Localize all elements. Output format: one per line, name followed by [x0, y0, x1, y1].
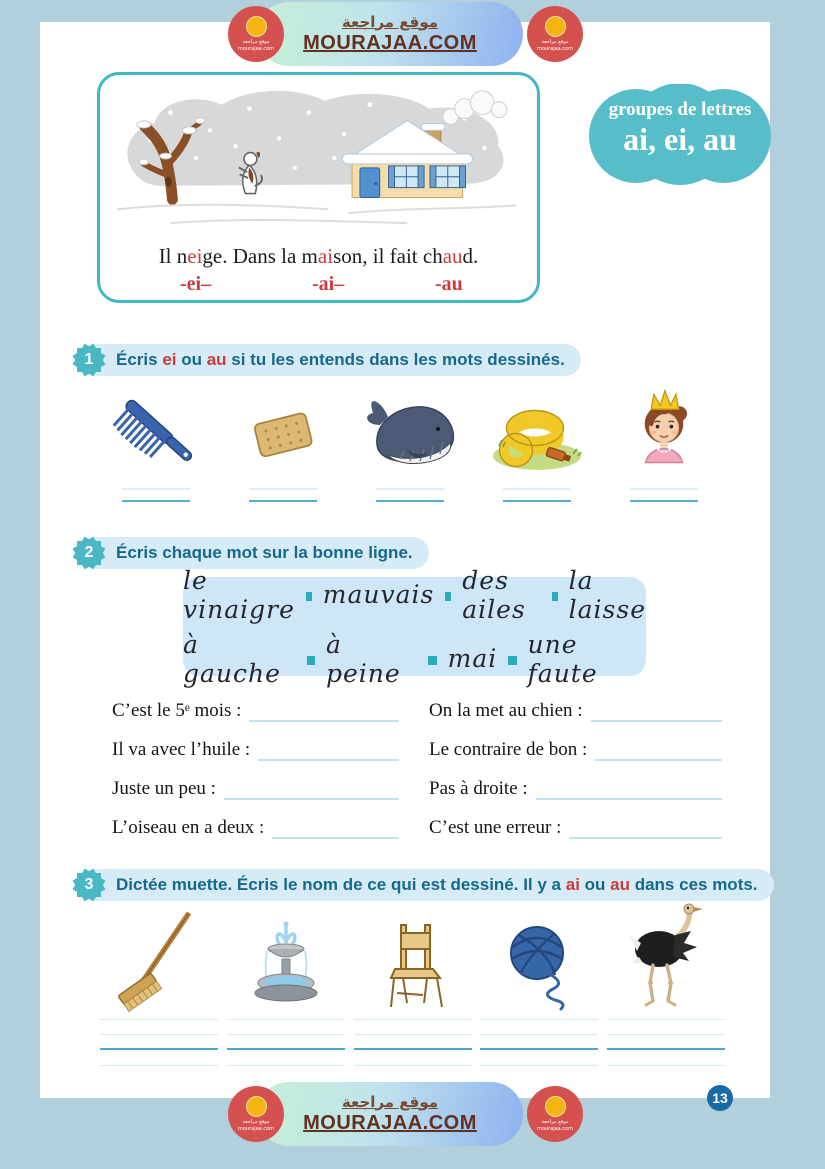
fill-in-row — [429, 739, 722, 761]
sound-label-au: -au — [435, 273, 463, 295]
prompt-label: Le contraire de bon : — [429, 739, 588, 760]
exercise3-header — [76, 869, 774, 901]
comb-image — [100, 383, 212, 485]
ball-of-yarn-image — [480, 901, 598, 1015]
logo-small-text: موقع مراجعة mourajaa.com — [237, 1119, 274, 1132]
header-brand-banner — [257, 2, 523, 66]
exercise3-pictures-row — [100, 901, 725, 1015]
writing-area[interactable] — [100, 1019, 218, 1066]
exercise3-writing-areas — [100, 1019, 725, 1066]
writing-area[interactable] — [480, 1019, 598, 1066]
footer-brand-banner — [257, 1082, 523, 1146]
logo-sun-icon — [545, 1096, 566, 1117]
site-logo-icon — [527, 6, 583, 62]
prompt-label: Juste un peu : — [112, 778, 216, 799]
lesson-subtitle: groupes de lettres — [608, 99, 752, 120]
fill-in-row — [429, 700, 722, 722]
word-separator-square-icon — [445, 592, 451, 601]
exercise2-header — [76, 537, 429, 569]
site-logo-icon — [228, 1086, 284, 1142]
sound-labels — [100, 273, 537, 297]
fill-in-row — [112, 700, 399, 722]
writing-area[interactable] — [354, 1019, 472, 1066]
exercise1-answer-lines — [100, 488, 720, 502]
logo-sun-icon — [246, 16, 267, 37]
answer-line[interactable] — [608, 488, 720, 502]
sound-label-ai: -ai– — [312, 273, 345, 295]
logo-small-text: موقع مراجعة mourajaa.com — [536, 39, 573, 52]
broom-image — [100, 901, 218, 1015]
answer-line[interactable] — [258, 741, 399, 761]
lesson-title-badge — [588, 84, 772, 187]
answer-line[interactable] — [569, 819, 722, 839]
garden-hose-image — [481, 383, 593, 485]
logo-sun-icon — [246, 1096, 267, 1117]
exercise3-instruction: Dictée muette. Écris le nom de ce qui est dessiné. Il y a ai ou au dans ces mots. — [84, 869, 774, 901]
site-domain-link[interactable]: MOURAJAA.COM — [303, 31, 477, 54]
exercise1-instruction: Écris ei ou au si tu les entends dans les mots dessinés. — [84, 344, 581, 376]
prompt-label: C’est une erreur : — [429, 817, 562, 838]
fill-in-row — [112, 739, 399, 761]
answer-line[interactable] — [481, 488, 593, 502]
answer-line[interactable] — [591, 702, 722, 722]
writing-area[interactable] — [607, 1019, 725, 1066]
answer-line[interactable] — [536, 780, 722, 800]
word-separator-square-icon — [307, 656, 315, 665]
exercise1-pictures-row — [100, 383, 720, 485]
lesson-intro-box — [97, 72, 540, 303]
lesson-title: ai, ei, au — [623, 121, 737, 157]
exercise2-number-badge: 2 — [72, 536, 106, 570]
word-bank-line: à gauche à peine mai une faute — [183, 629, 598, 688]
fill-in-row — [112, 817, 399, 839]
word-bank-box — [183, 565, 646, 688]
logo-small-text: موقع مراجعة mourajaa.com — [536, 1119, 573, 1132]
fill-in-row — [112, 778, 399, 800]
chair-image — [354, 901, 472, 1015]
site-logo-icon — [228, 6, 284, 62]
exercise2-instruction: Écris chaque mot sur la bonne ligne. — [84, 537, 429, 569]
exercise3-number-badge: 3 — [72, 868, 106, 902]
answer-line[interactable] — [227, 488, 339, 502]
prompt-label: On la met au chien : — [429, 700, 583, 721]
whale-image — [354, 383, 466, 485]
queen-image — [608, 383, 720, 485]
writing-area[interactable] — [227, 1019, 345, 1066]
answer-line[interactable] — [272, 819, 399, 839]
site-domain-link[interactable]: MOURAJAA.COM — [303, 1111, 477, 1134]
word-separator-square-icon — [508, 656, 516, 665]
site-name-arabic: موقع مراجعة — [341, 1092, 439, 1111]
exercise2-fill-in-grid — [112, 700, 722, 839]
winter-scene-illustration — [110, 83, 527, 233]
exercise1-number-badge: 1 — [72, 343, 106, 377]
biscuit-image — [227, 383, 339, 485]
prompt-label: L’oiseau en a deux : — [112, 817, 265, 838]
word-bank-line: le vinaigre mauvais des ailes la laisse — [183, 565, 646, 624]
answer-line[interactable] — [354, 488, 466, 502]
fill-in-row — [429, 817, 722, 839]
logo-sun-icon — [545, 16, 566, 37]
fill-in-row — [429, 778, 722, 800]
fountain-image — [227, 901, 345, 1015]
prompt-label: C’est le 5ᵉ mois : — [112, 700, 242, 721]
sound-label-ei: -ei– — [180, 273, 212, 295]
ostrich-image — [607, 901, 725, 1015]
answer-line[interactable] — [100, 488, 212, 502]
answer-line[interactable] — [249, 702, 399, 722]
answer-line[interactable] — [224, 780, 399, 800]
logo-small-text: موقع مراجعة mourajaa.com — [237, 39, 274, 52]
site-name-arabic: موقع مراجعة — [341, 12, 439, 31]
word-separator-square-icon — [552, 592, 558, 601]
exercise1-header — [76, 344, 581, 376]
word-separator-square-icon — [306, 592, 312, 601]
prompt-label: Pas à droite : — [429, 778, 528, 799]
prompt-label: Il va avec l’huile : — [112, 739, 251, 760]
word-separator-square-icon — [428, 656, 436, 665]
answer-line[interactable] — [595, 741, 722, 761]
intro-sentence: Il neige. Dans la maison, il fait chaud. — [158, 244, 479, 268]
site-logo-icon — [527, 1086, 583, 1142]
page-number-badge: 13 — [707, 1085, 733, 1111]
